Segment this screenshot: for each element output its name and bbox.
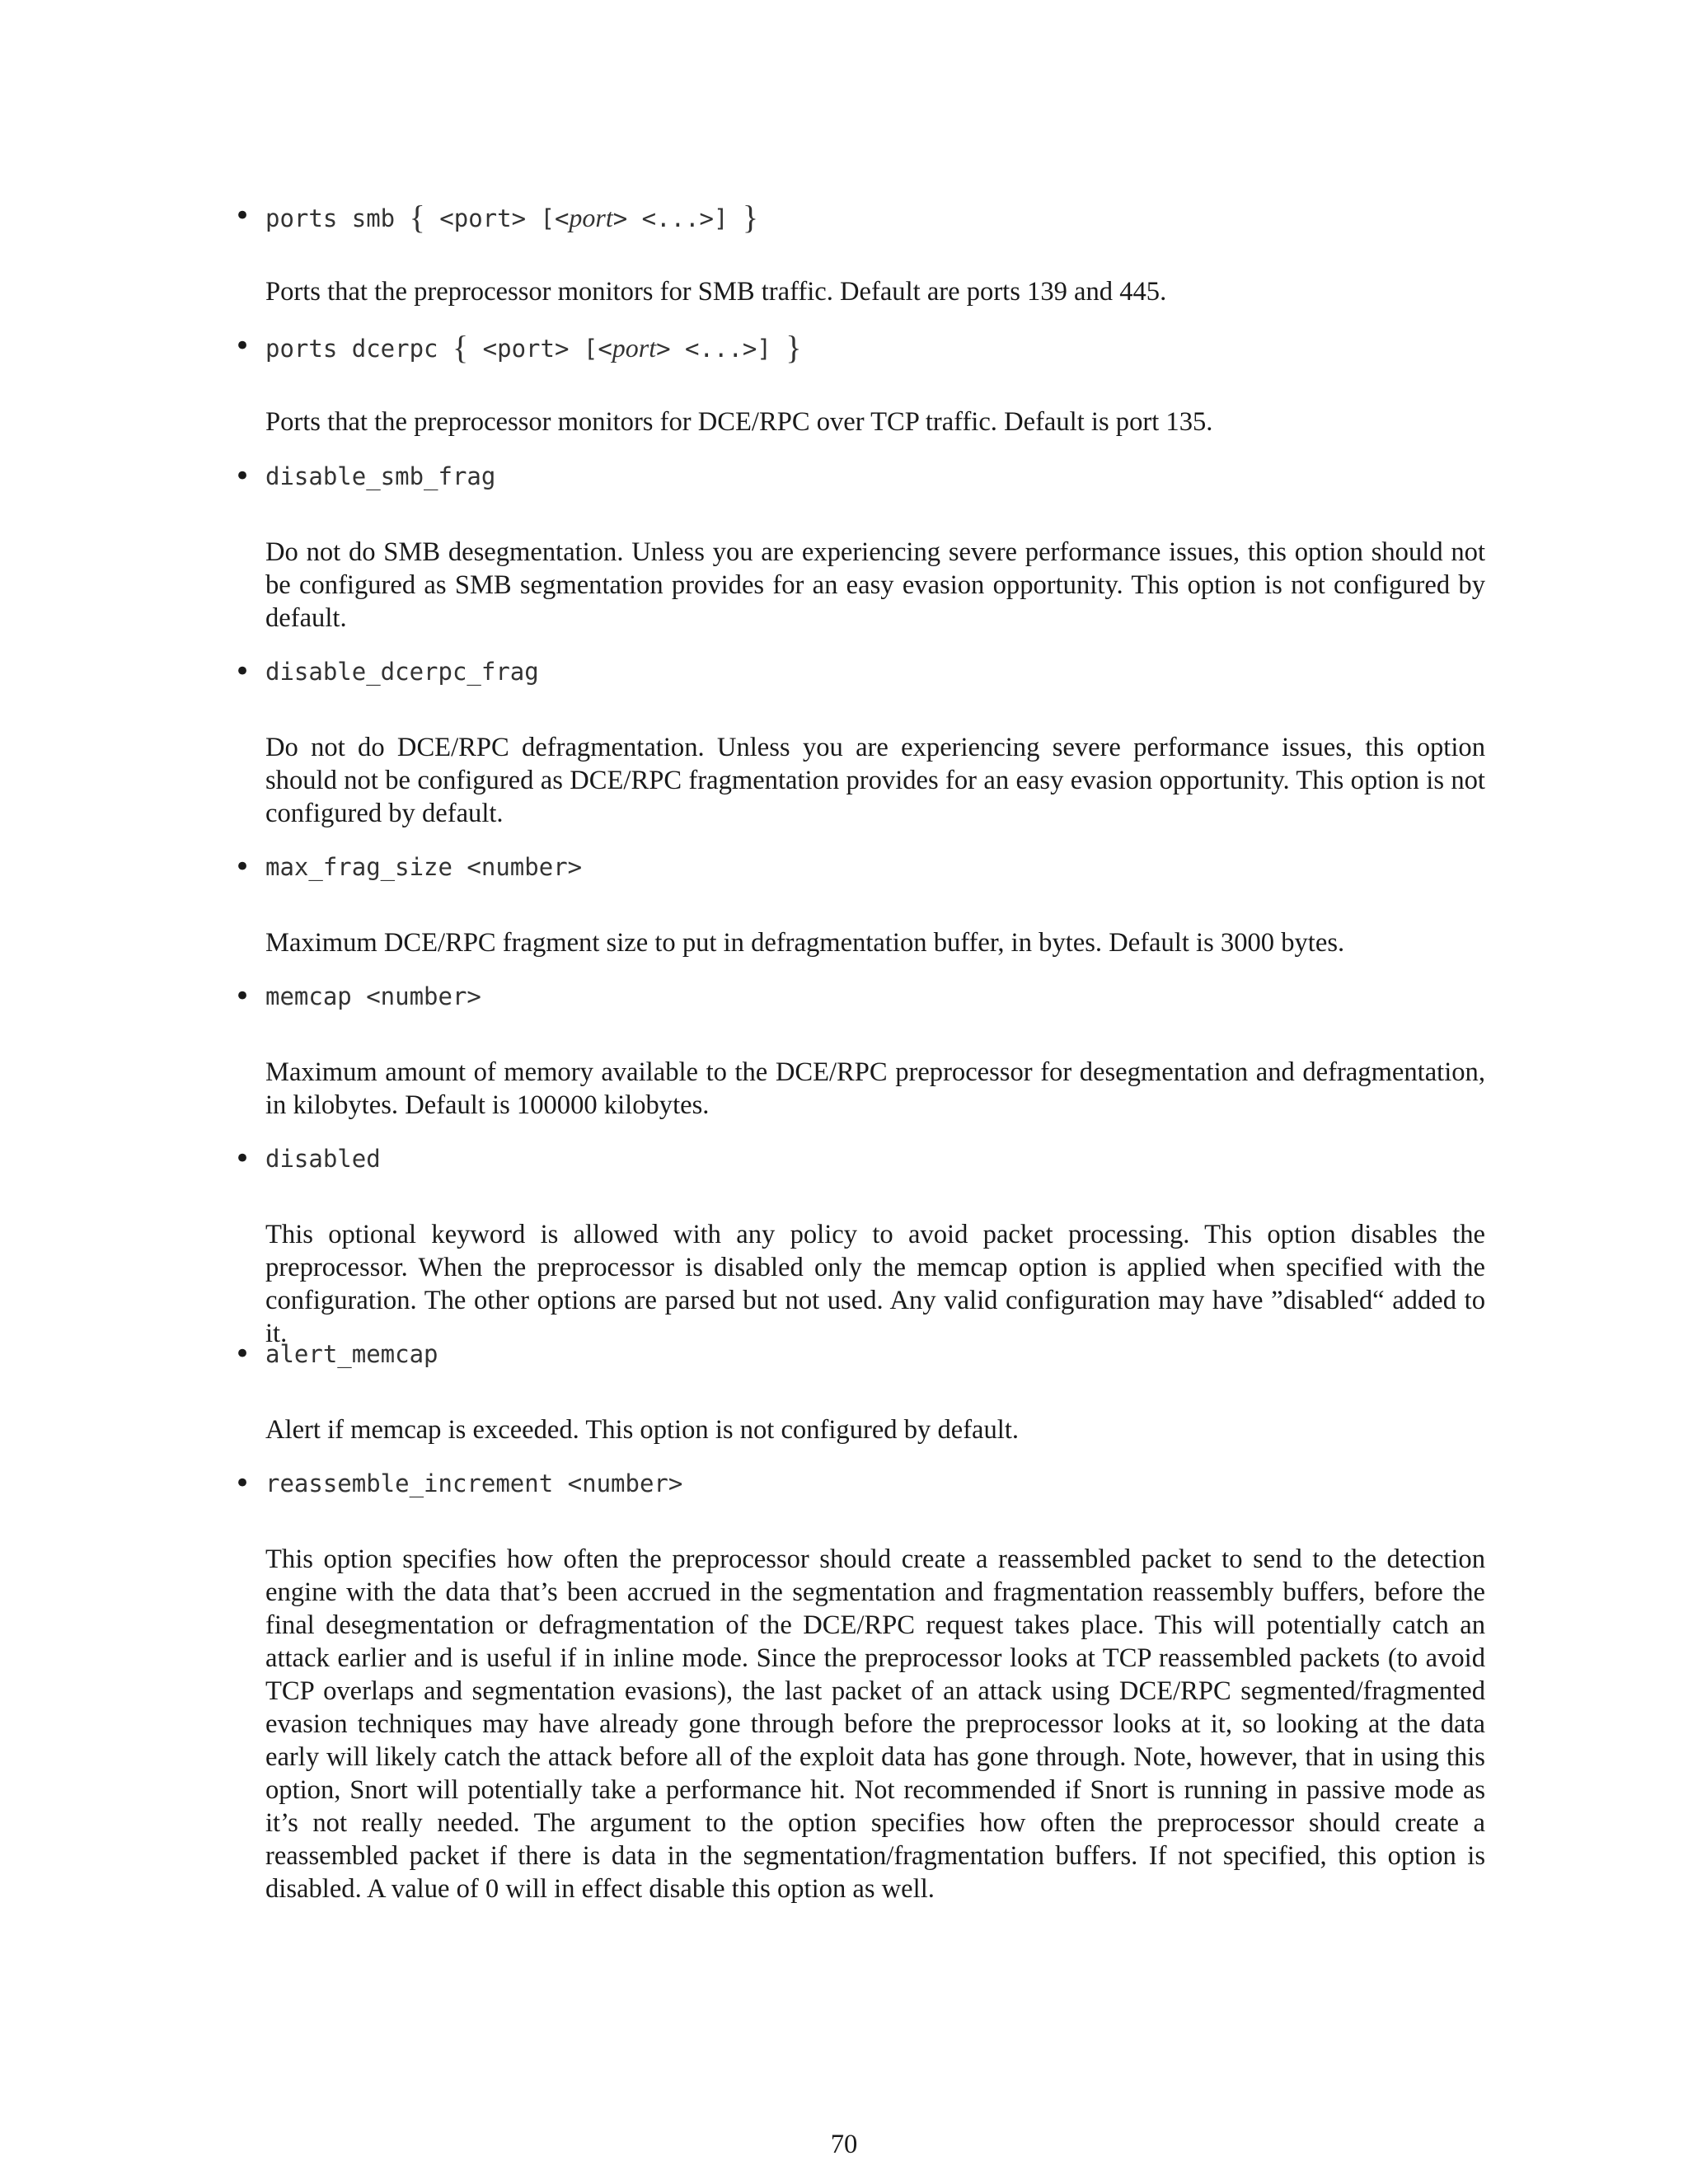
option-description: Maximum amount of memory available to the DCE/RPC preprocessor for desegmentation and defragmentation, in kilobytes. Default is 100000 kilobytes. <box>265 1057 1485 1120</box>
option-italic-text: port <box>612 333 657 363</box>
option-memcap: memcap <number> <box>265 982 481 1010</box>
option-text: <port> [< <box>424 204 570 232</box>
close-brace: } <box>742 199 759 236</box>
option-description: This option specifies how often the preprocessor should create a reassembled packet to send to the detection engine with the data that’s been accrued in the segmentation and fragmentation reassembly buffers, before the final desegmentation or defragmentation of the DCE/RPC request takes place. This will potentially catch an attack earlier and is useful if in inline mode. Since the preprocessor looks at TCP reassembled packets (to avoid TCP overlaps and segmentation evasions), the last packet of an attack using DCE/RPC segmented/fragmented evasion techniques may have already gone through before the preprocessor looks at it, so looking at the data early will likely catch the attack before all of the exploit data has gone through. Note, however, that in using this option, Snort will potentially take a performance hit. Not recommended if Snort is running in passive mode as it’s not really needed. The argument to the option specifies how often the preprocessor should create a reassembled packet if there is data in the segmentation/fragmentation buffers. If not specified, this option is disabled. A value of 0 will in effect disable this option as well. <box>265 1544 1485 1904</box>
open-brace: { <box>409 199 425 236</box>
option-reassemble-increment: reassemble_increment <number> <box>265 1469 683 1497</box>
option-description: This optional keyword is allowed with any policy to avoid packet processing. This option disables the preprocessor. When the preprocessor is disabled only the memcap option is applied when specified with the configuration. The other options are parsed but not used. Any valid configuration may have ”disabled“ added to it. <box>265 1220 1485 1348</box>
option-description: Alert if memcap is exceeded. This option is not configured by default. <box>265 1415 1020 1445</box>
bullet-marker: • <box>234 980 251 1013</box>
bullet-marker: • <box>234 1467 251 1500</box>
page-number: 70 <box>830 2130 858 2159</box>
option-text: ports smb <box>265 204 410 232</box>
option-description: Do not do SMB desegmentation. Unless you are experiencing severe performance issues, this option should not be configured as SMB segmentation provides for an easy evasion opportunity. This option is not configured by default. <box>265 537 1485 633</box>
option-ports-smb <box>265 199 758 235</box>
option-disabled: disabled <box>265 1145 381 1173</box>
option-description: Do not do DCE/RPC defragmentation. Unless you are experiencing severe performance issues, this option should not be configured as DCE/RPC fragmentation provides for an easy evasion opportunity. This option is not configured by default. <box>265 733 1485 828</box>
option-ports-dcerpc <box>265 330 801 365</box>
option-text: > <...>] <box>612 204 743 232</box>
option-text: > <...>] <box>656 335 786 363</box>
option-italic-text: port <box>569 203 613 232</box>
option-text: <port> [< <box>468 335 612 363</box>
bullet-marker: • <box>234 199 251 232</box>
close-brace: } <box>785 329 802 366</box>
option-description: Ports that the preprocessor monitors for DCE/RPC over TCP traffic. Default is port 135. <box>265 407 1213 437</box>
option-description: Ports that the preprocessor monitors for SMB traffic. Default are ports 139 and 445. <box>265 277 1167 307</box>
bullet-marker: • <box>234 655 251 688</box>
option-description: Maximum DCE/RPC fragment size to put in defragmentation buffer, in bytes. Default is 3000 bytes. <box>265 928 1345 958</box>
bullet-marker: • <box>234 851 251 883</box>
option-disable-dcerpc-frag: disable_dcerpc_frag <box>265 658 539 686</box>
option-text: ports dcerpc <box>265 335 452 363</box>
open-brace: { <box>452 329 469 366</box>
option-max-frag-size: max_frag_size <number> <box>265 853 583 881</box>
bullet-marker: • <box>234 460 251 493</box>
option-alert-memcap: alert_memcap <box>265 1340 438 1368</box>
bullet-marker: • <box>234 1338 251 1371</box>
bullet-marker: • <box>234 330 251 363</box>
option-disable-smb-frag: disable_smb_frag <box>265 462 496 490</box>
bullet-marker: • <box>234 1142 251 1175</box>
